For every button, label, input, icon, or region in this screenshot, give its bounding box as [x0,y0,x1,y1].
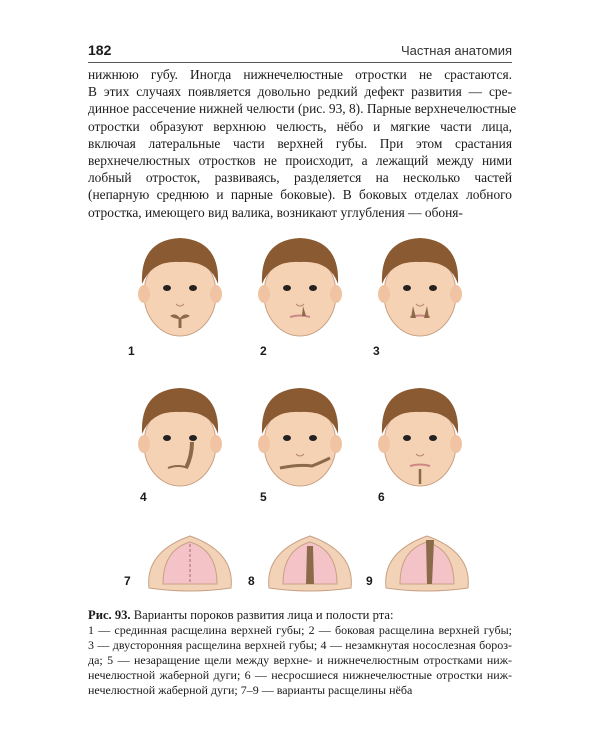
body-line: В этих случаях появляется довольно редкий дефект развития — сре- [88,84,512,100]
palate-illustration-8 [265,532,355,594]
caption-line: 1 — срединная расщелина верхней губы; 2 — боковая расщелина верхней губы; [88,623,512,637]
body-line: отростки образуют верхнюю челюсть, нёбо и мягкие части лица, [88,118,512,134]
figure-label: 1 [128,344,135,358]
face-illustration-3 [370,232,470,342]
figure-label: 2 [260,344,267,358]
body-line: отростка, имеющего вид валика, возникают углубления — обоня- [88,204,463,220]
page-number: 182 [88,42,112,58]
figure-label: 7 [124,574,131,588]
face-illustration-4 [130,382,230,492]
caption-line: нечелюстной жаберной дуги; 6 — несросшиеся нижнечелюстные отростки ниж- [88,668,512,682]
body-text [88,66,517,221]
palate-illustration-7 [145,532,235,594]
face-illustration-5 [250,382,350,492]
page-header [88,40,512,63]
caption-title-text: Варианты пороков развития лица и полости рта: [130,608,394,622]
figure-label: 6 [378,490,385,504]
face-illustration-6 [370,382,470,492]
running-head: Частная анатомия [400,43,512,58]
caption-title [88,608,512,623]
face-illustration-1 [130,232,230,342]
caption-label: Рис. 93. [88,608,131,622]
body-line: лобный отросток, развиваясь, разделяется на несколько частей [88,170,512,186]
caption-line: да; 5 — незаращение щели между верхне- и нижнечелюстным отростками ниж- [88,653,512,667]
figure-label: 3 [373,344,380,358]
figure-label: 5 [260,490,267,504]
body-line: нижнюю губу. Иногда нижнечелюстные отростки не срастаются. [88,67,512,82]
figure-label: 8 [248,574,255,588]
body-line: динное рассечение нижней челюсти (рис. 93, 8). Парные верхнечелюстные [88,101,517,117]
figure-label: 9 [366,574,373,588]
figure-caption [88,608,512,698]
face-illustration-2 [250,232,350,342]
caption-line: нечелюстной жаберной дуги; 7–9 — варианты расщелины нёба [88,683,413,697]
figure-93 [120,232,480,602]
body-line: (непарную среднюю и парные боковые). В боковых отделах лобного [88,187,512,203]
caption-line: 3 — двусторонняя расщелина верхней губы; 4 — незамкнутая носослезная бороз- [88,638,512,652]
palate-illustration-9 [382,532,472,594]
figure-label: 4 [140,490,147,504]
body-line: включая латеральные части верхней губы. При этом срастания [88,135,512,151]
body-line: верхнечелюстных отростков не происходит, а лежащий между ними [88,153,512,169]
